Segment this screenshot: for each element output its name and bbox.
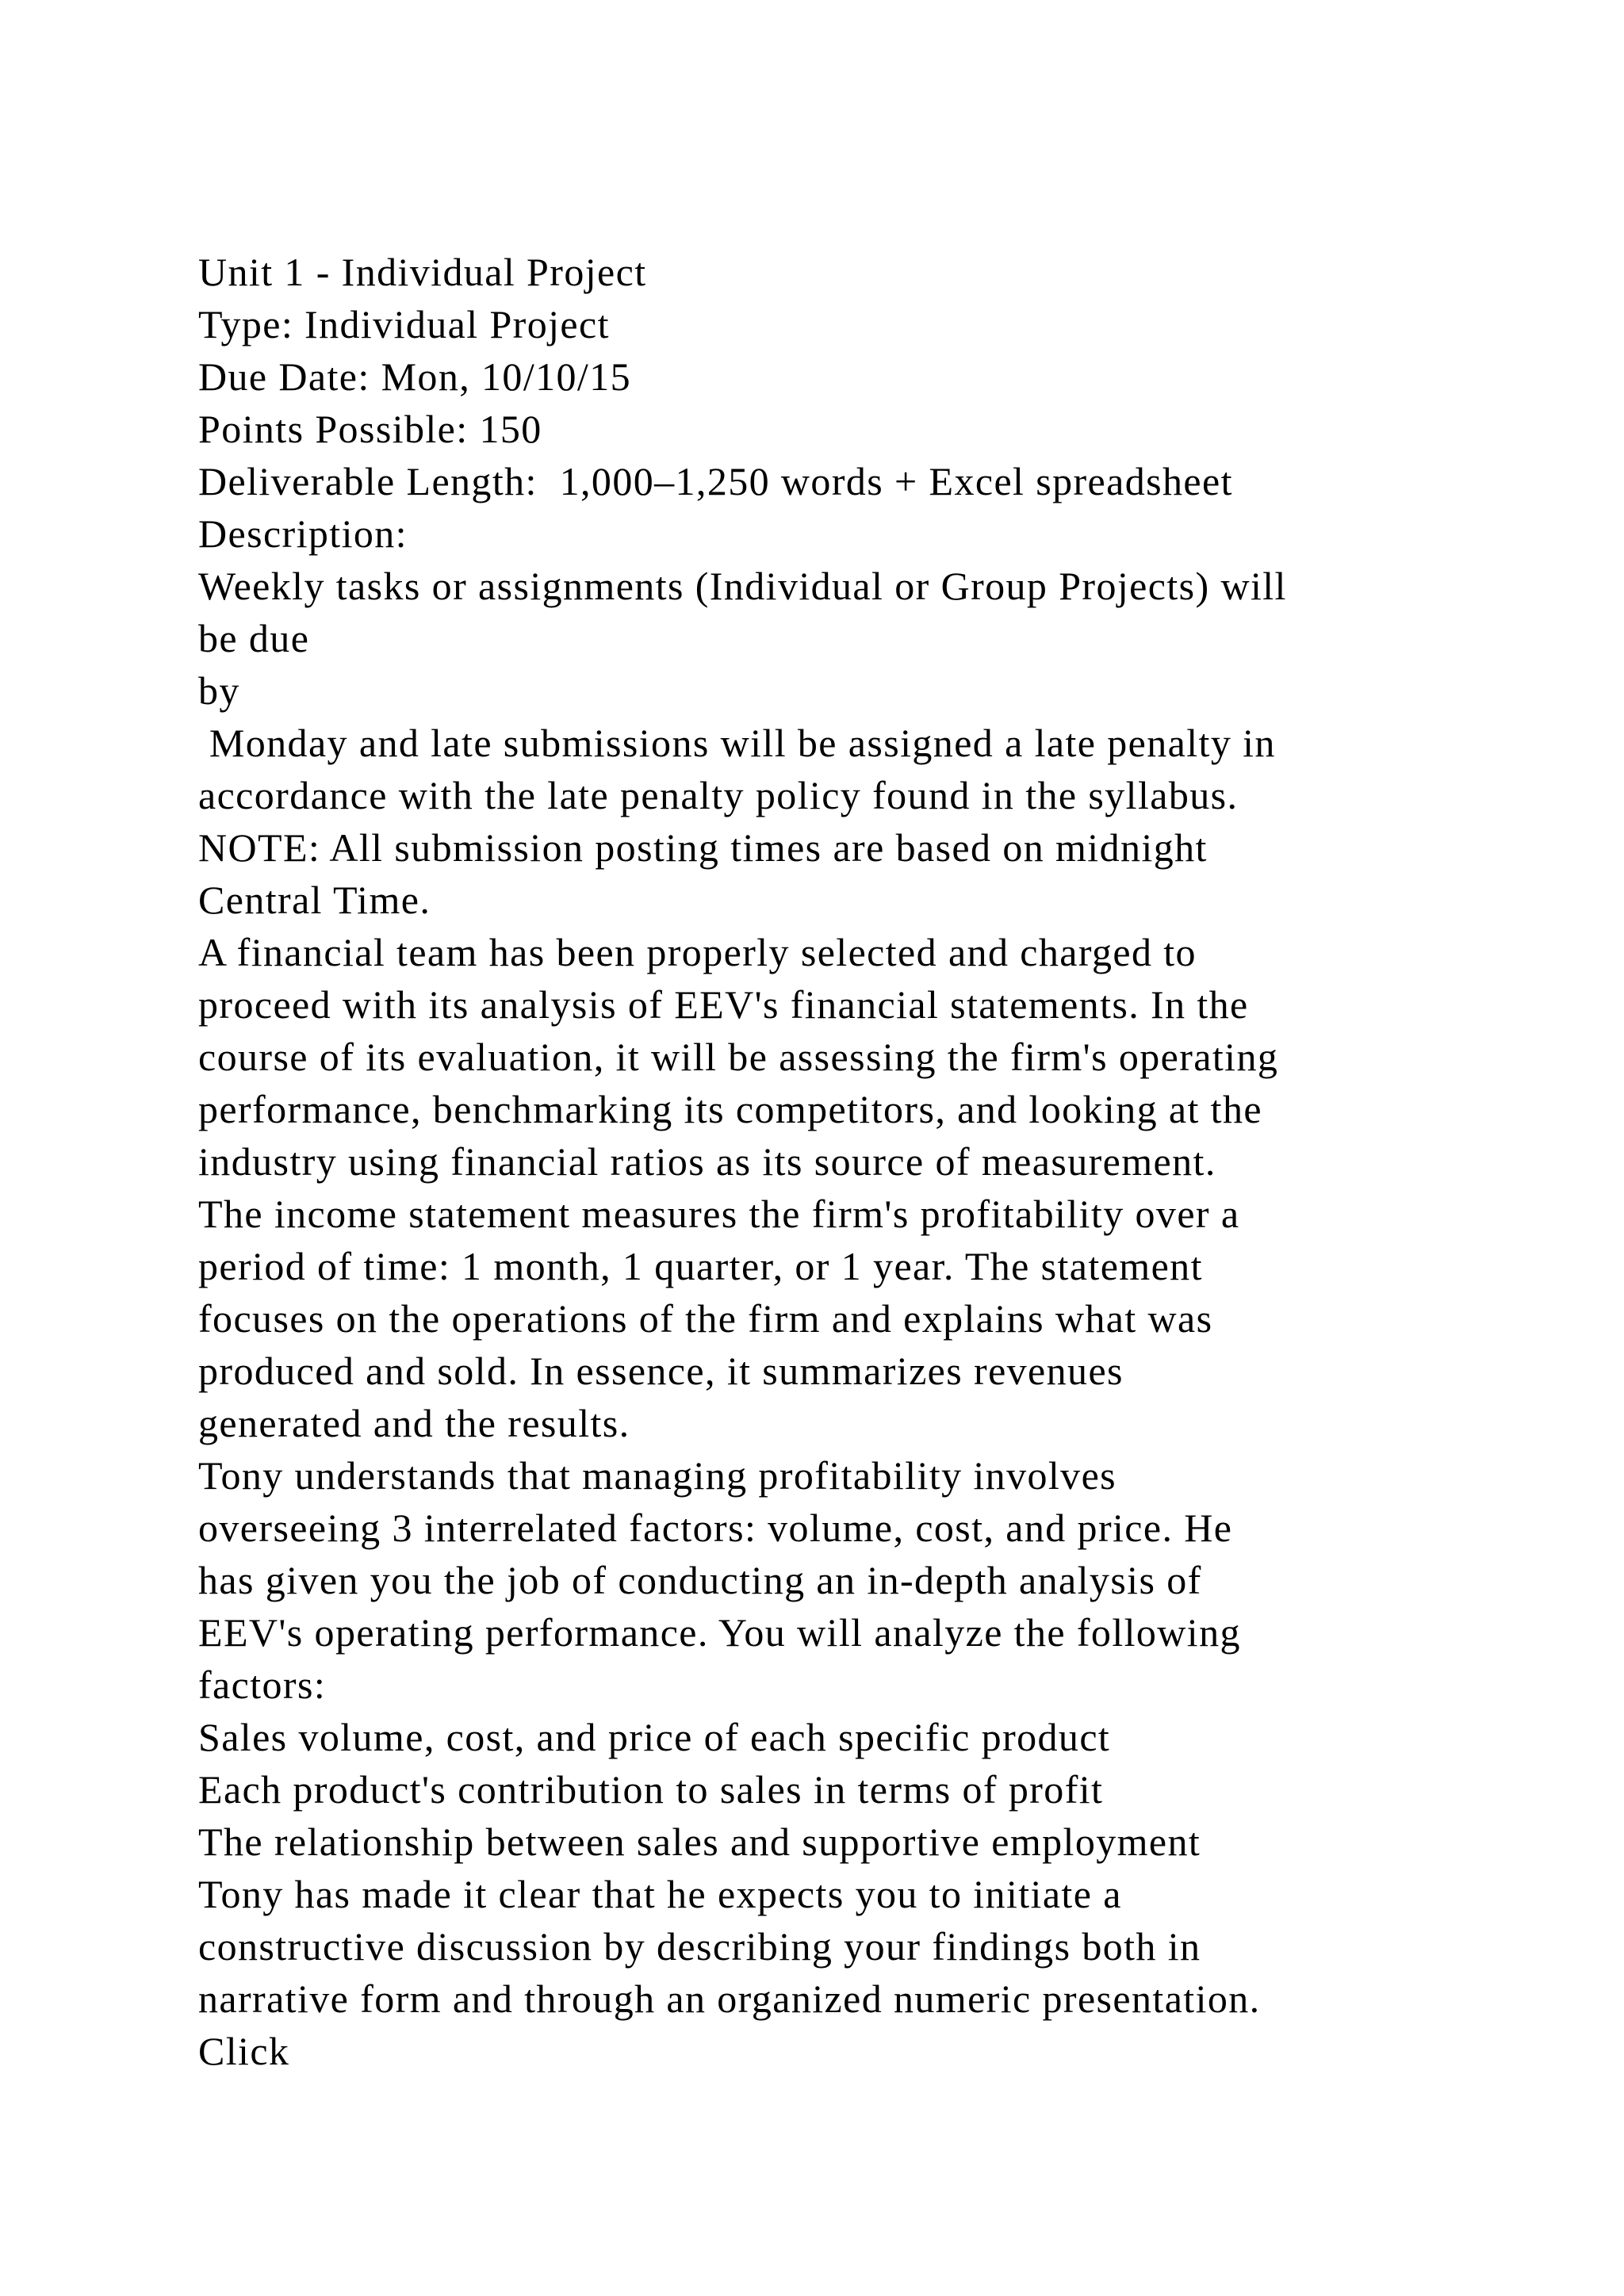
due-date-line: Due Date: Mon, 10/10/15 (198, 354, 632, 399)
text-line: generated and the results. (198, 1401, 630, 1445)
factor-item: The relationship between sales and supportive employment (198, 1820, 1201, 1864)
text-line: Monday and late submissions will be assigned a late penalty in (198, 721, 1276, 765)
text-line: Central Time. (198, 878, 431, 922)
text-line: Click (198, 2029, 290, 2073)
text-line: EEV's operating performance. You will analyze the following (198, 1610, 1241, 1655)
text-line: Weekly tasks or assignments (Individual or Group Projects) will (198, 564, 1287, 608)
text-line: proceed with its analysis of EEV's financial statements. In the (198, 982, 1249, 1027)
deliverable-length-line: Deliverable Length: 1,000–1,250 words + Excel spreadsheet (198, 459, 1233, 503)
text-line: Tony has made it clear that he expects you to initiate a (198, 1872, 1122, 1916)
text-line: period of time: 1 month, 1 quarter, or 1 year. The statement (198, 1244, 1203, 1288)
text-line: has given you the job of conducting an in-depth analysis of (198, 1558, 1202, 1602)
text-line: overseeing 3 interrelated factors: volume, cost, and price. He (198, 1506, 1233, 1550)
text-line: factors: (198, 1663, 327, 1707)
text-line: industry using financial ratios as its source of measurement. (198, 1139, 1216, 1184)
text-line: Tony understands that managing profitability involves (198, 1453, 1117, 1498)
text-line: performance, benchmarking its competitors, and looking at the (198, 1087, 1262, 1131)
text-line: NOTE: All submission posting times are based on midnight (198, 825, 1208, 870)
text-line: course of its evaluation, it will be assessing the firm's operating (198, 1035, 1279, 1079)
document-body (198, 246, 1467, 2077)
text-line: A financial team has been properly selected and charged to (198, 930, 1197, 974)
text-line: produced and sold. In essence, it summarizes revenues (198, 1349, 1124, 1393)
type-line: Type: Individual Project (198, 302, 610, 346)
text-line: constructive discussion by describing your findings both in (198, 1924, 1201, 1969)
text-line: focuses on the operations of the firm and explains what was (198, 1296, 1213, 1341)
text-line: narrative form and through an organized numeric presentation. (198, 1976, 1261, 2021)
text-line: accordance with the late penalty policy found in the syllabus. (198, 773, 1239, 817)
factor-item: Each product's contribution to sales in terms of profit (198, 1767, 1104, 1812)
text-line: by (198, 668, 240, 713)
points-line: Points Possible: 150 (198, 407, 542, 451)
factor-item: Sales volume, cost, and price of each specific product (198, 1715, 1111, 1759)
description-heading: Description: (198, 511, 408, 556)
text-line: be due (198, 616, 310, 660)
text-line: The income statement measures the firm's profitability over a (198, 1192, 1240, 1236)
title-line: Unit 1 - Individual Project (198, 250, 647, 294)
